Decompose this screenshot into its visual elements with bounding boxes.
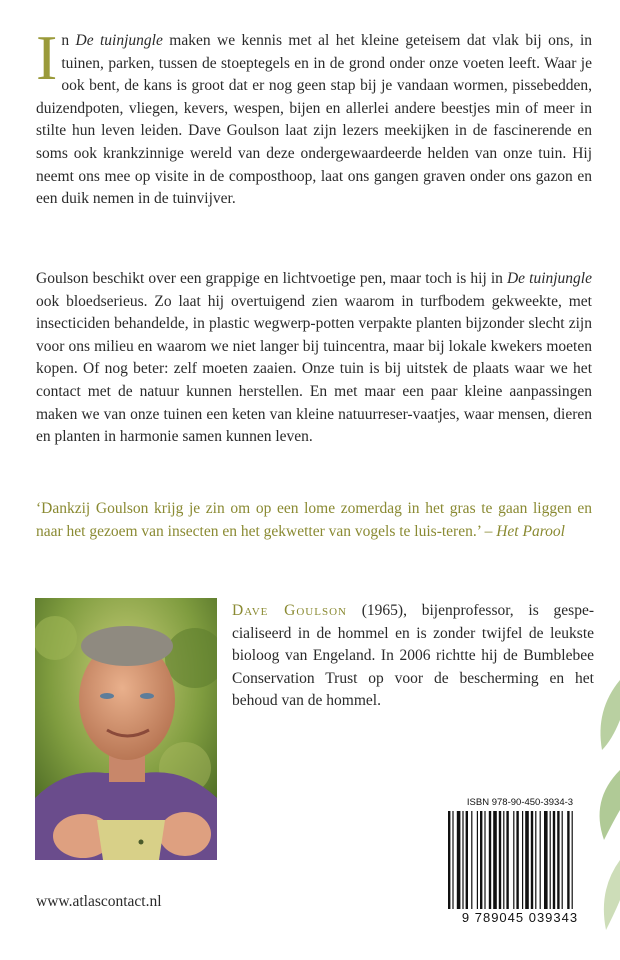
leaf-decoration (590, 660, 620, 960)
isbn-label: ISBN 978-90-450-3934-3 (466, 797, 574, 808)
barcode-bar (522, 811, 523, 909)
author-bio (232, 600, 594, 713)
barcode-bar (540, 811, 541, 909)
quote-text: ‘Dankzij Goulson krijg je zin om op een lome zomerdag in het gras te gaan liggen en naar het gezoem van insecten en het gekwetter van vogels te luis-teren.’ – (36, 500, 592, 540)
intro-text-a: n (61, 32, 76, 49)
barcode-bar (572, 811, 573, 909)
barcode-bar (484, 811, 485, 909)
barcode-bar (489, 811, 491, 909)
barcode-bar (544, 811, 548, 909)
barcode-bar (448, 811, 450, 909)
book-title-italic: De tuinjungle (75, 32, 163, 49)
barcode-bar (462, 811, 463, 909)
barcode-bars (444, 811, 596, 911)
publisher-website: www.atlascontact.nl (36, 893, 162, 910)
barcode-bar (452, 811, 453, 909)
barcode-bar (516, 811, 518, 909)
barcode-bar (557, 811, 559, 909)
barcode-bar (499, 811, 501, 909)
book-title-italic-2: De tuinjungle (506, 270, 592, 287)
isbn-barcode (444, 797, 596, 933)
press-quote (36, 498, 592, 543)
barcode-bar (503, 811, 504, 909)
barcode-bar (457, 811, 461, 909)
barcode-bar (513, 811, 514, 909)
intro-text-b: maken we kennis met al het kleine geteisem dat vlak bij ons, in tuinen, parken, tussen de stoeptegels en in de grond onder onze voeten leeft. Waar je ook bent, de kans is groot dat er nog geen stap bij je vandaan wormen, pissebedden, duizendpoten, vliegen, kevers, wespen, bijen en allerlei andere beestjes min of meer in stilte hun leven leiden. Dave Goulson laat zijn lezers meekijken in de fascinerende en soms ook krankzinnige wereld van deze ondergewaardeerde helden van onze tuin. Hij neemt ons mee op visite in de composthoop, laat ons gangen graven onder ons gazon en een duik nemen in de tuinvijver. (36, 32, 593, 208)
barcode-bar (480, 811, 482, 909)
bio-text: (1965), bijenprofessor, is gespe-cialiseerd in de hommel en is zonder twijfel de leukste bioloog van Engeland. In 2006 richtte hij de Bumblebee Conservation Trust op voor de bescherming en het behoud van de hommel. (232, 602, 594, 710)
second-paragraph (36, 268, 592, 449)
barcode-bar (553, 811, 555, 909)
intro-paragraph (36, 22, 593, 211)
drop-cap: I (36, 22, 58, 93)
barcode-bar (525, 811, 529, 909)
barcode-bar (531, 811, 533, 909)
author-name: Dave Goulson (232, 602, 347, 619)
second-text-a: Goulson beschikt over een grappige en lichtvoetige pen, maar toch is hij in (36, 270, 507, 287)
barcode-bar (567, 811, 569, 909)
barcode-bar (535, 811, 536, 909)
barcode-bar (477, 811, 478, 909)
barcode-bar (466, 811, 468, 909)
isbn-digits: 9 789045 039343 (461, 910, 579, 925)
barcode-bar (506, 811, 508, 909)
second-text-b: ook bloedserieus. Zo laat hij overtuigend zien waarom in turfbodem gekweekte, met insecticiden behandelde, in plastic wegwerp-potten verpakte planten bijzonder slecht zijn voor ons milieu en waarom we niet langer bij tuincentra, maar bij lokale kwekers moeten kopen. Of nog beter: zelf moeten zaaien. Onze tuin is bij uitstek de plaats waar we het contact met de natuur kunnen herstellen. En met maar een paar kleine aanpassingen maken we van onze tuinen een keten van kleine natuurreser-vaatjes, waar mensen, dieren en planten in harmonie samen kunnen leven. (36, 292, 592, 446)
barcode-bar (493, 811, 497, 909)
author-portrait-illustration (35, 598, 217, 860)
barcode-bar (550, 811, 551, 909)
barcode-bar (471, 811, 472, 909)
barcode-bar (562, 811, 563, 909)
author-photo (35, 598, 217, 860)
quote-source: Het Parool (496, 522, 565, 540)
